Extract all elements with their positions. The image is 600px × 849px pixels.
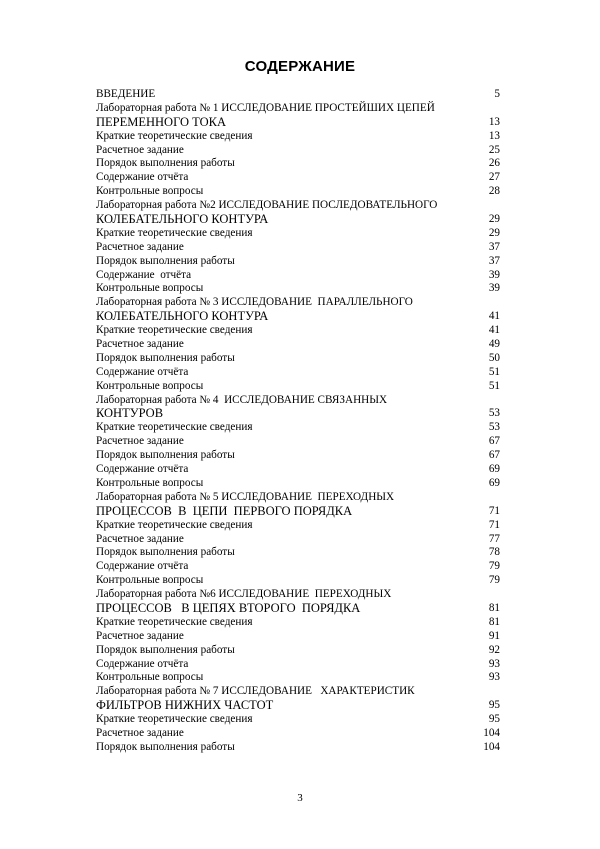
toc-entry [96,241,500,255]
toc-entry-title: Расчетное задание [96,143,184,156]
toc-entry [96,157,500,171]
toc-entry-title: Лабораторная работа № 1 ИССЛЕДОВАНИЕ ПРОСТЕЙШИХ ЦЕПЕЙ [96,101,435,114]
table-of-contents [96,88,500,755]
toc-entry-title: Содержание отчёта [96,365,189,378]
toc-entry [96,282,500,296]
toc-entry [96,533,500,547]
toc-entry-page: 104 [483,740,500,753]
toc-entry [96,144,500,158]
toc-entry-title: Порядок выполнения работы [96,449,235,462]
toc-entry-title: Краткие теоретические сведения [96,518,253,531]
toc-entry-title: Лабораторная работа № 5 ИССЛЕДОВАНИЕ ПЕРЕХОДНЫХ [96,490,395,503]
toc-entry [96,602,500,616]
toc-entry [96,741,500,755]
toc-entry-title: Порядок выполнения работы [96,254,235,267]
toc-entry-title: Лабораторная работа №6 ИССЛЕДОВАНИЕ ПЕРЕХОДНЫХ [96,588,392,601]
toc-entry [96,102,500,116]
toc-entry-page: 95 [488,713,500,726]
toc-entry-page: 91 [488,629,500,642]
toc-entry-title: КОЛЕБАТЕЛЬНОГО КОНТУРА [96,309,269,324]
toc-entry [96,505,500,519]
toc-entry [96,338,500,352]
toc-entry-title: Порядок выполнения работы [96,740,235,753]
toc-entry-title: Краткие теоретические сведения [96,421,253,434]
toc-entry-page: 51 [488,365,500,378]
toc-entry-page: 78 [488,546,500,559]
toc-entry-page: 95 [488,699,500,712]
toc-entry-title: Порядок выполнения работы [96,546,235,559]
toc-entry [96,421,500,435]
toc-entry [96,394,500,408]
page-number: 3 [297,792,303,804]
toc-entry-page: 53 [488,421,500,434]
toc-entry-page: 29 [488,213,500,226]
toc-entry [96,477,500,491]
toc-entry-title: Краткие теоретические сведения [96,226,253,239]
toc-entry-page: 71 [488,504,500,517]
toc-entry [96,352,500,366]
toc-entry-title: Контрольные вопросы [96,574,204,587]
toc-entry-title: Расчетное задание [96,338,184,351]
toc-entry-page: 104 [483,726,500,739]
toc-entry-title: Порядок выполнения работы [96,643,235,656]
toc-entry [96,269,500,283]
toc-entry [96,685,500,699]
toc-entry-title: Содержание отчёта [96,463,189,476]
toc-entry [96,171,500,185]
toc-entry-page: 41 [488,310,500,323]
toc-entry [96,255,500,269]
toc-entry-title: КОЛЕБАТЕЛЬНОГО КОНТУРА [96,212,269,227]
toc-entry [96,713,500,727]
toc-entry-page: 13 [488,115,500,128]
toc-entry [96,227,500,241]
toc-entry-title: Краткие теоретические сведения [96,713,253,726]
toc-entry [96,463,500,477]
toc-entry [96,630,500,644]
toc-entry-title: КОНТУРОВ [96,406,164,421]
toc-entry-title: ВВЕДЕНИЕ [96,88,156,100]
toc-entry-title: Контрольные вопросы [96,671,204,684]
toc-entry-page: 92 [488,643,500,656]
toc-entry-title: ПЕРЕМЕННОГО ТОКА [96,114,227,129]
toc-entry-title: Краткие теоретические сведения [96,615,253,628]
toc-entry [96,560,500,574]
toc-entry [96,588,500,602]
toc-entry-title: Расчетное задание [96,629,184,642]
toc-entry-title: Порядок выполнения работы [96,157,235,170]
toc-entry-title: ПРОЦЕССОВ В ЦЕПИ ПЕРВОГО ПОРЯДКА [96,503,353,518]
toc-entry [96,407,500,421]
toc-entry-title: ФИЛЬТРОВ НИЖНИХ ЧАСТОТ [96,698,274,713]
toc-entry-page: 13 [488,129,500,142]
toc-entry-title: Расчетное задание [96,726,184,739]
toc-entry [96,185,500,199]
toc-entry [96,449,500,463]
toc-entry-page: 77 [488,532,500,545]
toc-entry-title: Краткие теоретические сведения [96,129,253,142]
toc-entry [96,546,500,560]
toc-entry-title: Содержание отчёта [96,657,189,670]
toc-entry-title: Расчетное задание [96,435,184,448]
toc-entry-title: Расчетное задание [96,240,184,253]
toc-entry [96,658,500,672]
toc-entry-page: 5 [494,88,500,100]
toc-entry-page: 79 [488,574,500,587]
page-title: СОДЕРЖАНИЕ [244,58,356,75]
toc-entry-page: 50 [488,351,500,364]
toc-entry-title: Лабораторная работа № 3 ИССЛЕДОВАНИЕ ПАРАЛЛЕЛЬНОГО [96,296,413,309]
toc-entry-title: Лабораторная работа № 4 ИССЛЕДОВАНИЕ СВЯЗАННЫХ [96,393,388,406]
toc-entry [96,574,500,588]
toc-entry-page: 79 [488,560,500,573]
toc-entry-title: Содержание отчёта [96,171,189,184]
toc-entry-title: Расчетное задание [96,532,184,545]
toc-entry-page: 67 [488,435,500,448]
toc-entry-page: 67 [488,449,500,462]
toc-entry [96,644,500,658]
toc-entry-title: Контрольные вопросы [96,185,204,198]
toc-entry-page: 29 [488,226,500,239]
toc-entry-title: ПРОЦЕССОВ В ЦЕПЯХ ВТОРОГО ПОРЯДКА [96,600,361,615]
toc-entry [96,380,500,394]
toc-entry-page: 39 [488,268,500,281]
toc-entry-page: 93 [488,671,500,684]
toc-entry-page: 25 [488,143,500,156]
toc-entry-page: 53 [488,407,500,420]
toc-entry [96,727,500,741]
toc-entry [96,116,500,130]
toc-entry [96,296,500,310]
toc-entry-page: 39 [488,282,500,295]
toc-entry [96,435,500,449]
toc-entry-page: 81 [488,615,500,628]
toc-entry [96,213,500,227]
toc-entry-page: 27 [488,171,500,184]
toc-entry-page: 71 [488,518,500,531]
toc-entry-title: Контрольные вопросы [96,476,204,489]
toc-entry-page: 37 [488,240,500,253]
toc-entry-page: 93 [488,657,500,670]
toc-entry-page: 69 [488,476,500,489]
toc-entry [96,366,500,380]
toc-entry-title: Содержание отчёта [96,560,189,573]
toc-entry-title: Лабораторная работа №2 ИССЛЕДОВАНИЕ ПОСЛЕДОВАТЕЛЬНОГО [96,199,438,212]
toc-entry-page: 51 [488,379,500,392]
toc-entry [96,519,500,533]
toc-entry-page: 37 [488,254,500,267]
toc-entry-title: Контрольные вопросы [96,379,204,392]
toc-entry-page: 49 [488,338,500,351]
toc-entry [96,671,500,685]
toc-entry [96,699,500,713]
toc-entry [96,491,500,505]
toc-entry-page: 81 [488,601,500,614]
toc-entry-title: Краткие теоретические сведения [96,324,253,337]
toc-entry [96,130,500,144]
toc-entry-page: 26 [488,157,500,170]
toc-entry [96,88,500,102]
toc-entry-page: 28 [488,185,500,198]
toc-entry-title: Порядок выполнения работы [96,351,235,364]
toc-entry-page: 69 [488,463,500,476]
toc-entry [96,199,500,213]
toc-entry-title: Содержание отчёта [96,268,192,281]
toc-entry [96,616,500,630]
toc-entry-title: Контрольные вопросы [96,282,204,295]
toc-entry-page: 41 [488,324,500,337]
toc-entry-title: Лабораторная работа № 7 ИССЛЕДОВАНИЕ ХАРАКТЕРИСТИК [96,685,415,698]
toc-entry [96,310,500,324]
toc-entry [96,324,500,338]
